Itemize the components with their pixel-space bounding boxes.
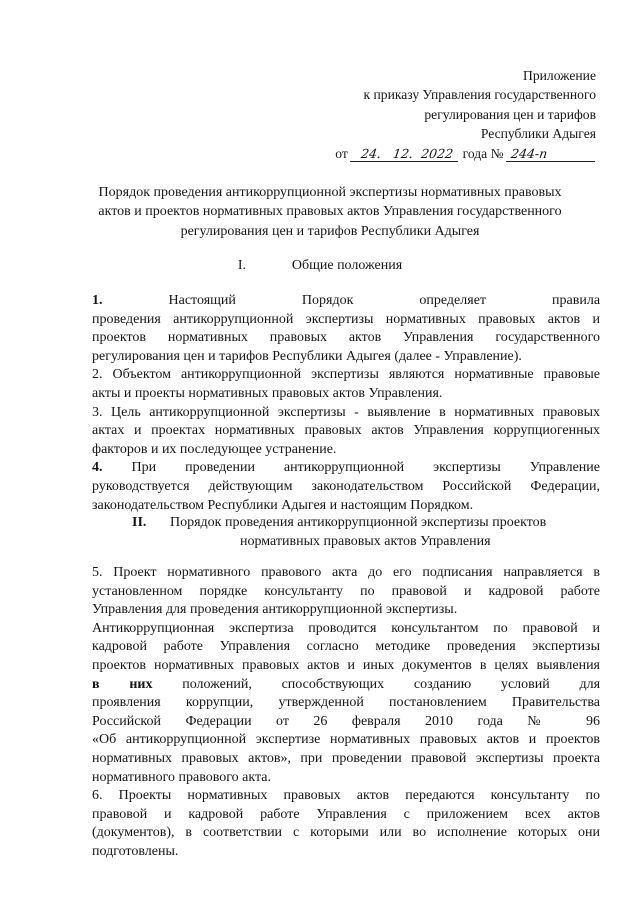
- p5b-line-1: Антикоррупционная экспертиза проводится консультантом по правовой и: [92, 620, 600, 636]
- title-line-3: регулирования цен и тарифов Республики Адыгея: [180, 223, 480, 239]
- year-word: года №: [462, 145, 504, 161]
- p5b-line-4: в них положений, способствующих созданию условий для: [92, 676, 600, 692]
- approval-line-1: Приложение: [523, 68, 596, 83]
- p3-line-1: 3. Цель антикоррупционной экспертизы - выявление в нормативных правовых: [92, 404, 600, 420]
- p3-line-3: факторов и их последующее устранение.: [92, 441, 337, 457]
- approval-line-3: регулирования цен и тарифов: [424, 106, 596, 122]
- section-1-number: I.: [237, 258, 247, 273]
- p5-line-1: 5. Проект нормативного правового акта до его подписания направляется в: [92, 565, 600, 580]
- title-line-1: Порядок проведения антикоррупционной экспертизы нормативных правовых: [98, 185, 562, 200]
- section-2-number: II.: [132, 515, 147, 530]
- date-day: 24.: [350, 147, 392, 162]
- approval-date-line: [335, 144, 596, 163]
- p5-line-2: установленном порядке консультанту по правовой и кадровой работе: [92, 583, 600, 599]
- p5b-line-9: нормативного правового акта.: [92, 769, 271, 785]
- section-2-body-p5: [92, 564, 600, 862]
- p2-line-2: акты и проекты нормативных правовых актов Управления.: [92, 385, 443, 401]
- p1-line-2: проведения антикоррупционной экспертизы нормативных правовых актов и: [92, 311, 600, 327]
- p5b-line-8: нормативных правовых актов», при проведении правовой экспертизы проекта: [92, 750, 600, 766]
- date-month: 12.: [390, 147, 416, 162]
- section-1-body: [92, 292, 600, 515]
- section-2-title-line-2: нормативных правовых актов Управления: [240, 534, 491, 549]
- p6-line-3: (документов), в соответствии с которыми или во исполнение которых они: [92, 825, 600, 841]
- p6-line-2: правовой и кадровой работе Управления с приложением всех актов: [92, 806, 600, 822]
- p5b-line-6: Российской Федерации от 26 февраля 2010 года № 96: [92, 713, 600, 729]
- p5b-line-2: кадровой работе Управления согласно методике проведения экспертизы: [92, 639, 600, 655]
- section-1-title: Общие положения: [291, 258, 403, 273]
- approval-block: [335, 66, 596, 163]
- p1-line-4: регулирования цен и тарифов Республики Адыгея (далее - Управление).: [92, 348, 522, 364]
- section-2-title-line-1: Порядок проведения антикоррупционной экспертизы проектов: [170, 515, 547, 530]
- section-2-heading: [132, 513, 602, 551]
- p6-line-1: 6. Проекты нормативных правовых актов передаются консультанту по: [92, 788, 600, 804]
- order-number: 244-п: [506, 147, 597, 162]
- p1-line-3: проектов нормативных правовых актов Управления государственного: [92, 330, 600, 346]
- p6-line-4: подготовлены.: [92, 843, 179, 859]
- title-line-2: актов и проектов нормативных правовых актов Управления государственного: [98, 204, 562, 220]
- p1-line-1: 1. Настоящий Порядок определяет правила: [92, 293, 600, 308]
- section-1-heading: [0, 256, 640, 275]
- approval-line-2: к приказу Управления государственного: [363, 87, 596, 103]
- p5b-line-5: проявления коррупции, утвержденной постановлением Правительства: [92, 695, 600, 711]
- p4-line-3: законодательством Республики Адыгея и настоящим Порядком.: [92, 497, 474, 513]
- from-label: от: [335, 145, 348, 161]
- date-year: 2022: [414, 147, 460, 162]
- p2-line-1: 2. Объектом антикоррупционной экспертизы являются нормативные правовые: [92, 367, 600, 383]
- p5b-line-7: «Об антикоррупционной экспертизе нормативных правовых актов и проектов: [92, 732, 600, 748]
- approval-line-4: Республики Адыгея: [480, 126, 596, 142]
- p5-line-3: Управления для проведения антикоррупционной экспертизы.: [92, 602, 458, 618]
- p4-line-1: 4. При проведении антикоррупционной экспертизы Управление: [92, 460, 600, 476]
- p3-line-2: актах и проектах нормативных правовых актов Управления коррупциогенных: [92, 423, 600, 439]
- document-title: [70, 183, 590, 241]
- p5b-line-3: проектов нормативных правовых актов и иных документов в целях выявления: [92, 657, 600, 673]
- p4-line-2: руководствуется действующим законодательством Российской Федерации,: [92, 478, 600, 494]
